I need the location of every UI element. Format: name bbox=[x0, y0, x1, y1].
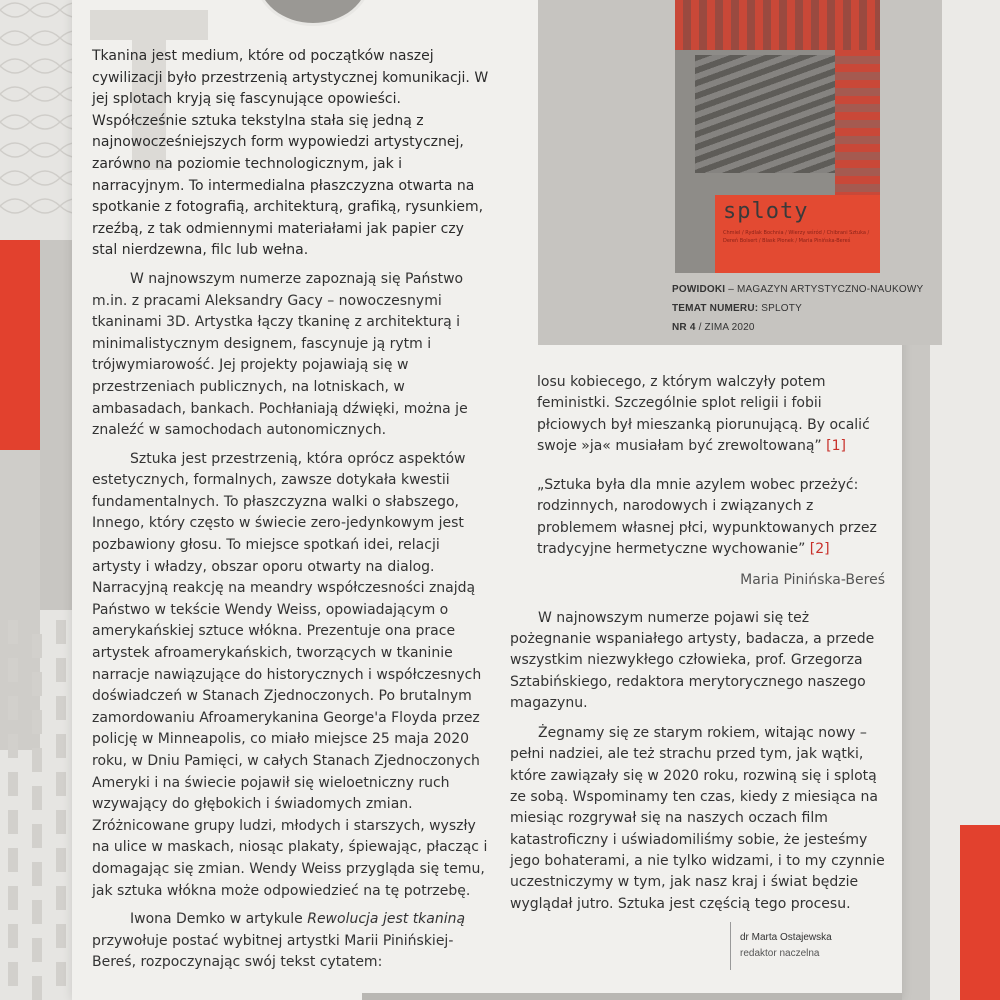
cover-authors: Chmiel / Rydlak Bochnia / Wierzy wśród / Chibrani Sztuka / Dereń Bolsert / Blask Płonek / Maria Pinińska-Bereś bbox=[723, 230, 870, 244]
tick-mark bbox=[32, 634, 42, 658]
bottom-gray-bar bbox=[362, 993, 902, 1000]
tick-mark bbox=[56, 658, 66, 682]
tick-mark bbox=[56, 620, 66, 644]
caption-issue-number: NR 4 bbox=[672, 322, 696, 333]
tick-mark bbox=[56, 734, 66, 758]
red-block bbox=[0, 240, 40, 450]
wave-mark bbox=[30, 3, 60, 17]
quote-author: Maria Pinińska-Bereś bbox=[740, 572, 885, 589]
tick-pattern bbox=[8, 620, 66, 1000]
caption-issue-season: / ZIMA 2020 bbox=[695, 322, 755, 333]
signature-role: redaktor naczelna bbox=[740, 948, 820, 959]
tick-mark bbox=[32, 862, 42, 886]
reference-1[interactable]: [1] bbox=[826, 437, 846, 454]
caption-line-issue bbox=[672, 318, 932, 337]
reference-2[interactable]: [2] bbox=[809, 541, 830, 558]
paragraph-weiss: Sztuka jest przestrzenią, która oprócz aspektów estetycznych, formalnych, zawsze dotykała kwestii fundamentalnych. To płaszczyzna walki o słabszego, Innego, który często w świecie zero-jedynkowym jest pozbawiony głosu. To miejsce spotkań idei, relacji artysty i władzy, obszar oporu otwarty na dialog. Narracyjną reakcję na meandry współczesności znajdą Państwo w tekście Wendy Weiss, opowiadającym o amerykańskiej sztuce włókna. Prezentuje ona prace artystek afroamerykańskich, tworzących w tkaninie narracje nawiązujące do historycznych i współczesnych doświadczeń w Stanach Zjednoczonych. Po brutalnym zamordowaniu Afroamerykanina George'a Floyda przez policję w Minneapolis, co miało miejsce 25 maja 2020 roku, w Dniu Pamięci, w całych Stanach Zjednoczonych Ameryki i na świecie pojawił się wieloetniczny ruch wzywający do głębokich i świadomych zmian. Zróżnicowane grupy ludzi, młodych i starszych, wyszły na ulice w maskach, niosąc plakaty, śpiewając, płacząc i domagając się zmian. Wendy Weiss przygląda się temu, jak sztuka włókna może odpowiedzieć na tę potrzebę. bbox=[92, 450, 488, 899]
wave-mark bbox=[30, 171, 60, 185]
cover-caption bbox=[672, 280, 932, 337]
tick-mark bbox=[32, 786, 42, 810]
paragraph-closing: Żegnamy się ze starym rokiem, witając nowy – pełni nadziei, ale też strachu przed tym, jak wątki, które zawiązały się w 2020 roku, rozwiną się i splotą ze sobą. Wspominamy ten czas, kiedy z miesiąca na miesiąc rozgrywał się na naszych oczach film katastroficzny i uświadomiliśmy sobie, że jesteśmy jego bohaterami, a nie tylko widzami, i to my czynnie uczestniczymy w tym, jak nasz kraj i świat będzie wyglądał jutro. Sztuka jest częścią tego procesu. bbox=[510, 725, 885, 912]
cover-top-pattern bbox=[675, 0, 880, 50]
cover-side-pattern bbox=[835, 50, 880, 200]
caption-magazine-type: – MAGAZYN ARTYSTYCZNO-NAUKOWY bbox=[725, 284, 924, 295]
left-column bbox=[92, 46, 492, 981]
tick-mark bbox=[32, 938, 42, 962]
caption-line-theme bbox=[672, 299, 932, 318]
tick-mark bbox=[56, 924, 66, 948]
wave-mark bbox=[30, 143, 60, 157]
tick-mark bbox=[56, 848, 66, 872]
tick-mark bbox=[8, 734, 18, 758]
red-block-right bbox=[960, 825, 1000, 1000]
magazine-cover bbox=[675, 0, 880, 273]
right-column bbox=[510, 372, 885, 915]
cover-knit-texture bbox=[695, 55, 835, 173]
article-title: Rewolucja jest tkaniną bbox=[307, 911, 466, 928]
cover-title-block bbox=[715, 195, 880, 273]
tick-mark bbox=[32, 748, 42, 772]
tick-mark bbox=[56, 962, 66, 986]
quote-continuation bbox=[510, 372, 885, 457]
caption-theme-label: TEMAT NUMERU: bbox=[672, 303, 759, 314]
demko-text-end: przywołuje postać wybitnej artystki Marii Pinińskiej-Bereś, rozpoczynając swój tekst cytatem: bbox=[92, 932, 454, 971]
tick-mark bbox=[8, 848, 18, 872]
tick-mark bbox=[8, 924, 18, 948]
tick-mark bbox=[56, 772, 66, 796]
tick-mark bbox=[8, 696, 18, 720]
paragraph-intro: Tkanina jest medium, które od początków naszej cywilizacji było przestrzenią artystycznej komunikacji. W jej splotach kryją się fascynujące opowieści. Współcześnie sztuka tekstylna stała się jedną z najnowocześniejszych form wypowiedzi artystycznej, zarówno na poziomie technologicznym, jak i narracyjnym. To intermedialna płaszczyzna otwarta na spotkanie z fotografią, architekturą, grafiką, rysunkiem, rzeźbą, z tak odmiennymi materiałami jak papier czy stal nierdzewna, filc lub wełna. bbox=[92, 48, 489, 259]
signature-rule bbox=[730, 922, 731, 970]
paragraph-gacy: W najnowszym numerze zapoznają się Państwo m.in. z pracami Aleksandry Gacy – nowoczesnymi tkaninami 3D. Artystka łączy tkaninę z architekturą i minimalistycznym designem, fascynuje ją rytm i trójwymiarowość. Jej projekty pojawiają się w przestrzeniach publicznych, na lotniskach, w ambasadach, bankach. Pochłaniają dźwięki, można je znaleźć w samochodach autonomicznych. bbox=[92, 270, 468, 439]
wave-mark bbox=[0, 199, 30, 213]
paragraph-demko bbox=[92, 909, 492, 974]
quote-continuation-text: losu kobiecego, z którym walczyły potem feministki. Szczególnie splot religii i fobii płciowych był mieszanką piorunującą. By ocalić swoje »ja« musiałam być zrewoltowaną” bbox=[537, 374, 870, 454]
wave-mark bbox=[30, 199, 60, 213]
cover-logo: sploty bbox=[723, 199, 809, 224]
tick-mark bbox=[8, 810, 18, 834]
tick-mark bbox=[56, 886, 66, 910]
wave-mark bbox=[0, 171, 30, 185]
tick-mark bbox=[56, 810, 66, 834]
caption-theme-value: SPLOTY bbox=[758, 303, 802, 314]
demko-text-start: Iwona Demko w artykule bbox=[130, 911, 308, 928]
tick-mark bbox=[8, 962, 18, 986]
wave-mark bbox=[30, 87, 60, 101]
tick-mark bbox=[32, 900, 42, 924]
wave-mark bbox=[30, 59, 60, 73]
wave-mark bbox=[0, 87, 30, 101]
quote-second-text: „Sztuka była dla mnie azylem wobec przeżyć: rodzinnych, narodowych i związanych z problemem własnej płci, wypunktowanych przez tradycyjne hermetyczne wychowanie” bbox=[537, 477, 877, 558]
wave-mark bbox=[30, 115, 60, 129]
wave-mark bbox=[0, 59, 30, 73]
tick-mark bbox=[56, 696, 66, 720]
gray-block-lower bbox=[0, 450, 40, 750]
wave-mark bbox=[30, 31, 60, 45]
signature-name: dr Marta Ostajewska bbox=[740, 932, 832, 943]
tick-mark bbox=[32, 672, 42, 696]
tick-mark bbox=[8, 658, 18, 682]
caption-magazine-name: POWIDOKI bbox=[672, 284, 726, 295]
wave-mark bbox=[0, 115, 30, 129]
wave-mark bbox=[0, 31, 30, 45]
quote-second bbox=[510, 475, 885, 560]
wave-mark bbox=[0, 3, 30, 17]
wave-mark bbox=[0, 143, 30, 157]
tick-mark bbox=[32, 710, 42, 734]
tick-mark bbox=[8, 886, 18, 910]
tick-mark bbox=[8, 772, 18, 796]
paragraph-farewell: W najnowszym numerze pojawi się też pożegnanie wspaniałego artysty, badacza, a przede wszystkim niezwykłego człowieka, prof. Grzegorza Sztabińskiego, redaktora merytorycznego naszego magazynu. bbox=[510, 609, 875, 711]
tick-mark bbox=[32, 824, 42, 848]
tick-mark bbox=[8, 620, 18, 644]
tick-mark bbox=[32, 976, 42, 1000]
caption-line-magazine bbox=[672, 280, 932, 299]
